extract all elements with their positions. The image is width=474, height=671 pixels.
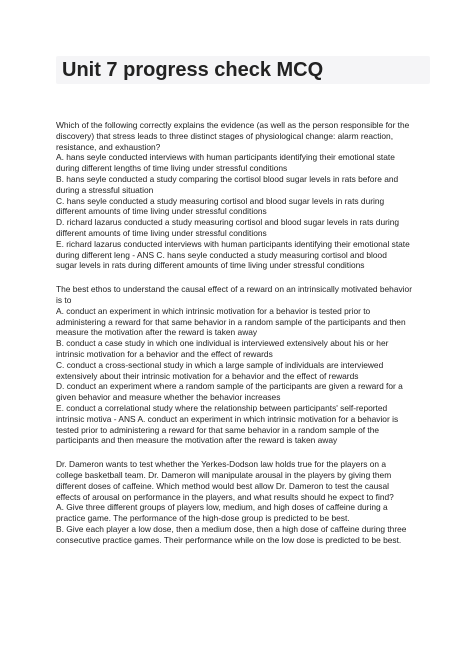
text-line: D. richard lazarus conducted a study measuring cortisol and blood sugar levels in rats during bbox=[56, 217, 400, 228]
text-line: Dr. Dameron wants to test whether the Yerkes-Dodson law holds true for the players on a bbox=[56, 459, 387, 470]
text-line: C. hans seyle conducted a study measuring cortisol and blood sugar levels in rats during bbox=[56, 195, 385, 206]
text-line: A. conduct an experiment in which intrinsic motivation for a behavior is tested prior to bbox=[56, 305, 371, 316]
text-line: A. hans seyle conducted interviews with human participants identifying their emotional state bbox=[56, 152, 395, 163]
text-line: practice game. The performance of the high-dose group is predicted to be best. bbox=[56, 513, 350, 524]
title-bar bbox=[56, 56, 430, 84]
text-line: C. conduct a cross-sectional study in which a large sample of individuals are interviewed bbox=[56, 359, 384, 370]
text-line: D. conduct an experiment where a random sample of the participants are given a reward for a bbox=[56, 381, 403, 392]
text-line: during different lengths of time living under stressful conditions bbox=[56, 163, 288, 174]
document-body bbox=[56, 120, 436, 558]
text-line: during different leng - ANS C. hans seyle conducted a study measuring cortisol and blood bbox=[56, 249, 387, 260]
text-line: college basketball team. Dr. Dameron will manipulate arousal in the players by giving them bbox=[56, 469, 392, 480]
text-line: measure the motivation after the reward is taken away bbox=[56, 327, 258, 338]
text-line: different amounts of time living under stressful conditions bbox=[56, 227, 267, 238]
text-line: effects of arousal on performance in the players, and what results should he expect to find? bbox=[56, 491, 394, 502]
text-line: E. conduct a correlational study where the relationship between participants' self-reported bbox=[56, 402, 388, 413]
text-line: different doses of caffeine. Which method would best allow Dr. Dameron to test the causal bbox=[56, 480, 390, 491]
text-line: resistance, and exhaustion? bbox=[56, 141, 161, 152]
text-line: administering a reward for that same behavior in a random sample of the participants and then bbox=[56, 316, 406, 327]
text-line: consecutive practice games. Their performance while on the low dose is predicted to be best. bbox=[56, 534, 402, 545]
text-line: sugar levels in rats during different amounts of time living under stressful conditions bbox=[56, 260, 365, 271]
text-line: tested prior to administering a reward for that same behavior in a random sample of the bbox=[56, 424, 380, 435]
text-line: during a stressful situation bbox=[56, 184, 154, 195]
text-line: Which of the following correctly explains the evidence (as well as the person responsible for the bbox=[56, 120, 410, 130]
text-line: given behavior and measure whether the behavior increases bbox=[56, 392, 281, 403]
question-1 bbox=[56, 120, 436, 271]
document-title: Unit 7 progress check MCQ bbox=[62, 59, 324, 81]
text-line: different amounts of time living under stressful conditions bbox=[56, 206, 267, 217]
text-line: is to bbox=[56, 294, 72, 305]
text-line: discovery) that stress leads to three distinct stages of physiological change: alarm reaction, bbox=[56, 130, 394, 141]
question-2 bbox=[56, 284, 436, 446]
text-line: A. Give three different groups of players low, medium, and high doses of caffeine during a bbox=[56, 502, 388, 513]
text-line: B. hans seyle conducted a study comparing the cortisol blood sugar levels in rats before and bbox=[56, 173, 399, 184]
text-line: participants and then measure the motivation after the reward is taken away bbox=[56, 435, 338, 446]
text-line: intrinsic motiva - ANS A. conduct an experiment in which intrinsic motivation for a behavior is bbox=[56, 413, 399, 424]
question-3 bbox=[56, 459, 436, 545]
text-line: E. richard lazarus conducted interviews with human participants identifying their emotional state bbox=[56, 238, 410, 249]
text-line: intrinsic motivation for a behavior and the effect of rewards bbox=[56, 348, 273, 359]
text-line: B. conduct a case study in which one individual is interviewed extensively about his or her bbox=[56, 338, 389, 349]
text-line: The best ethos to understand the causal effect of a reward on an intrinsically motivated behavior bbox=[56, 284, 412, 295]
text-line: B. Give each player a low dose, then a medium dose, then a high dose of caffeine during three bbox=[56, 523, 407, 534]
text-line: extensively about their intrinsic motivation for a behavior and the effect of rewards bbox=[56, 370, 359, 381]
